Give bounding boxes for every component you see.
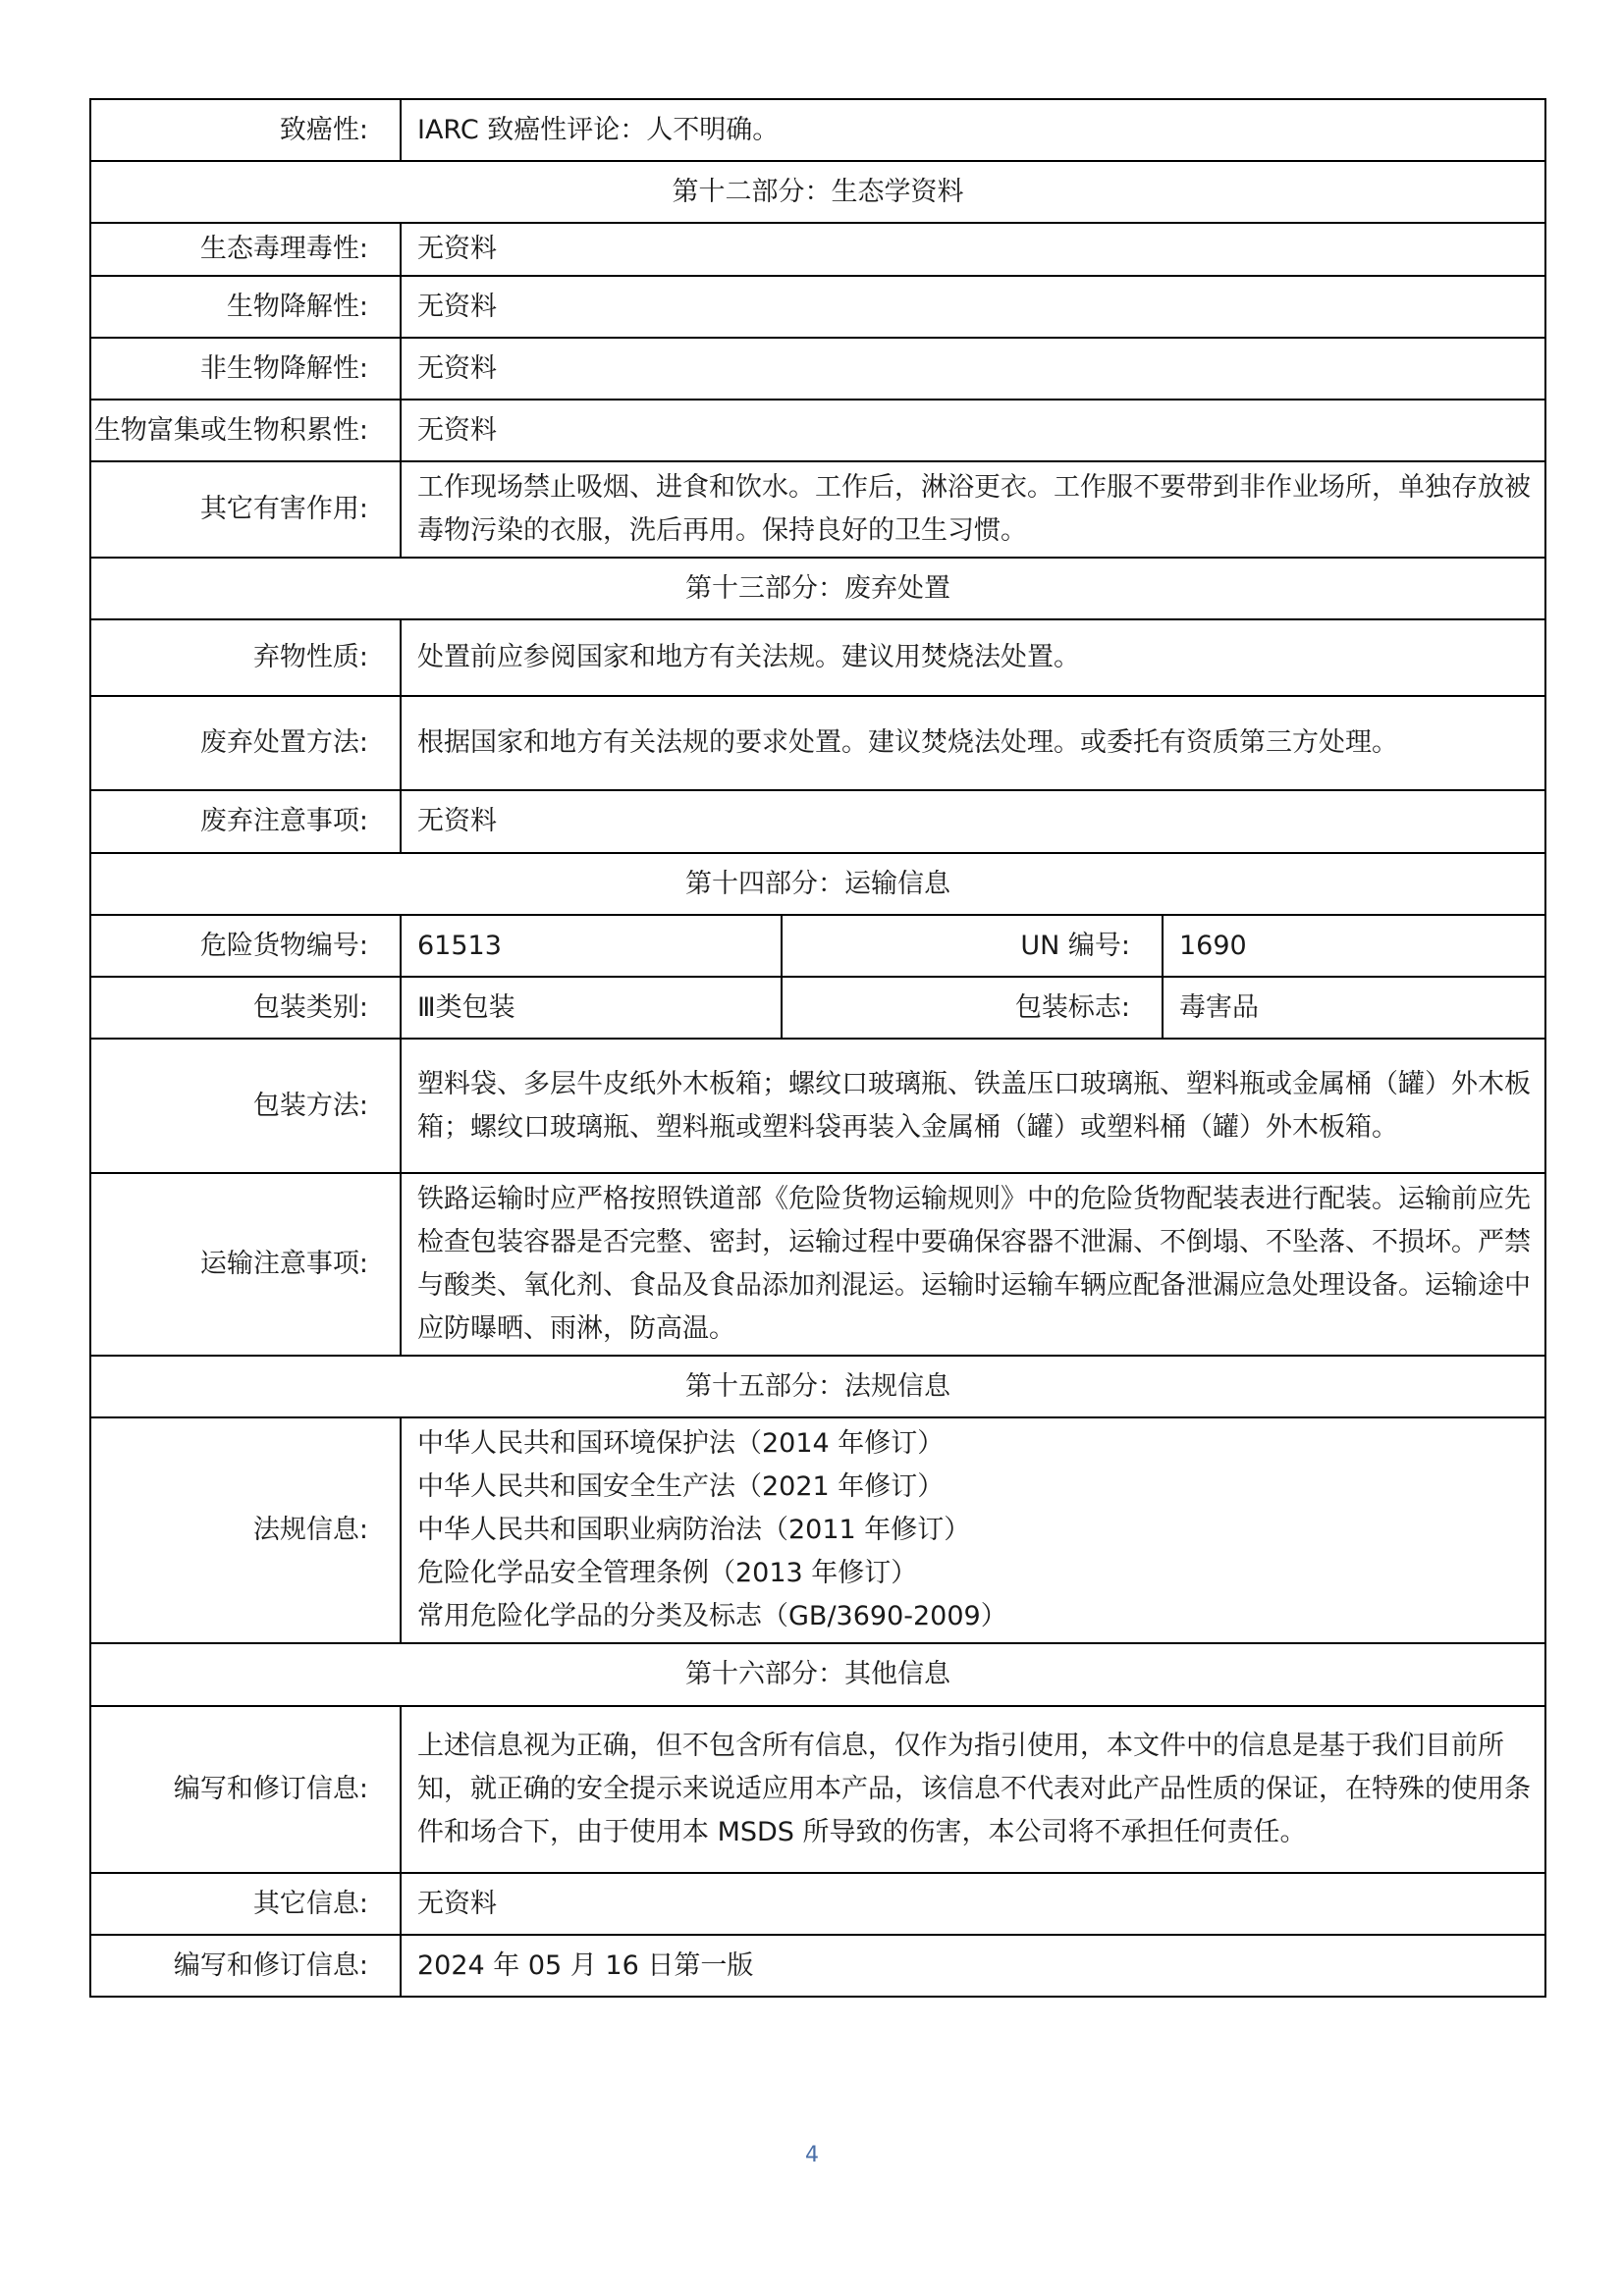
carcinogenicity-label: 致癌性: [90, 99, 401, 161]
abiotic-degradability-label: 非生物降解性: [90, 338, 401, 400]
packing-mark-value: 毒害品 [1163, 977, 1545, 1039]
table-row [90, 223, 1545, 276]
section-row [90, 161, 1545, 223]
table-row [90, 99, 1545, 161]
disposal-precautions-label: 废弃注意事项: [90, 790, 401, 853]
section-heading-15: 第十五部分：法规信息 [90, 1356, 1545, 1417]
revision-info-value: 上述信息视为正确，但不包含所有信息，仅作为指引使用，本文件中的信息是基于我们目前所知，就正确的安全提示来说适应用本产品，该信息不代表对此产品性质的保证，在特殊的使用条件和场合下，由于使用本 MSDS 所导致的伤害，本公司将不承担任何责任。 [401, 1706, 1545, 1873]
section-row [90, 853, 1545, 915]
section-heading-12: 第十二部分：生态学资料 [90, 161, 1545, 223]
biodegradability-label: 生物降解性: [90, 276, 401, 338]
transport-precautions-label: 运输注意事项: [90, 1173, 401, 1356]
bioaccumulation-value: 无资料 [401, 400, 1545, 461]
revision-date-label: 编写和修订信息: [90, 1935, 401, 1997]
revision-date-value: 2024 年 05 月 16 日第一版 [401, 1935, 1545, 1997]
table-row [90, 619, 1545, 696]
section-row [90, 1356, 1545, 1417]
packing-group-value: Ⅲ类包装 [401, 977, 782, 1039]
dangerous-goods-number-label: 危险货物编号: [90, 915, 401, 977]
dangerous-goods-number-value: 61513 [401, 915, 782, 977]
disposal-precautions-value: 无资料 [401, 790, 1545, 853]
regulation-item: 中华人民共和国安全生产法（2021 年修订） [417, 1471, 945, 1502]
un-number-value: 1690 [1163, 915, 1545, 977]
page-number: 4 [805, 2143, 819, 2167]
table-row [90, 1873, 1545, 1935]
table-row [90, 977, 1545, 1039]
table-row [90, 1173, 1545, 1356]
other-info-label: 其它信息: [90, 1873, 401, 1935]
packing-mark-label: 包装标志: [782, 977, 1163, 1039]
table-row [90, 696, 1545, 790]
section-row [90, 558, 1545, 619]
table-row [90, 1417, 1545, 1643]
carcinogenicity-value: IARC 致癌性评论：人不明确。 [401, 99, 1545, 161]
table-row [90, 790, 1545, 853]
regulatory-info-list [401, 1417, 1545, 1643]
ecotoxicity-value: 无资料 [401, 223, 1545, 276]
disposal-method-label: 废弃处置方法: [90, 696, 401, 790]
ecotoxicity-label: 生态毒理毒性: [90, 223, 401, 276]
table-row [90, 461, 1545, 558]
regulation-item: 中华人民共和国环境保护法（2014 年修订） [417, 1428, 945, 1459]
table-row [90, 338, 1545, 400]
transport-precautions-value: 铁路运输时应严格按照铁道部《危险货物运输规则》中的危险货物配装表进行配装。运输前应先检查包装容器是否完整、密封，运输过程中要确保容器不泄漏、不倒塌、不坠落、不损坏。严禁与酸类、氧化剂、食品及食品添加剂混运。运输时运输车辆应配备泄漏应急处理设备。运输途中应防曝晒、雨淋，防高温。 [401, 1173, 1545, 1356]
packing-group-label: 包装类别: [90, 977, 401, 1039]
biodegradability-value: 无资料 [401, 276, 1545, 338]
un-number-label: UN 编号: [782, 915, 1163, 977]
section-heading-16: 第十六部分：其他信息 [90, 1643, 1545, 1706]
abiotic-degradability-value: 无资料 [401, 338, 1545, 400]
waste-nature-value: 处置前应参阅国家和地方有关法规。建议用焚烧法处置。 [401, 619, 1545, 696]
disposal-method-value: 根据国家和地方有关法规的要求处置。建议焚烧法处理。或委托有资质第三方处理。 [401, 696, 1545, 790]
table-row [90, 276, 1545, 338]
table-row [90, 400, 1545, 461]
revision-info-label: 编写和修订信息: [90, 1706, 401, 1873]
section-heading-14: 第十四部分：运输信息 [90, 853, 1545, 915]
regulation-item: 危险化学品安全管理条例（2013 年修订） [417, 1558, 918, 1588]
waste-nature-label: 弃物性质: [90, 619, 401, 696]
bioaccumulation-label: 生物富集或生物积累性: [90, 400, 401, 461]
regulation-item: 常用危险化学品的分类及标志（GB/3690-2009） [417, 1601, 1007, 1631]
msds-table [89, 98, 1546, 1998]
regulation-item: 中华人民共和国职业病防治法（2011 年修订） [417, 1515, 971, 1545]
packing-method-value: 塑料袋、多层牛皮纸外木板箱；螺纹口玻璃瓶、铁盖压口玻璃瓶、塑料瓶或金属桶（罐）外木板箱；螺纹口玻璃瓶、塑料瓶或塑料袋再装入金属桶（罐）或塑料桶（罐）外木板箱。 [401, 1039, 1545, 1173]
table-row [90, 1935, 1545, 1997]
other-info-value: 无资料 [401, 1873, 1545, 1935]
table-row [90, 1706, 1545, 1873]
section-heading-13: 第十三部分：废弃处置 [90, 558, 1545, 619]
section-row [90, 1643, 1545, 1706]
packing-method-label: 包装方法: [90, 1039, 401, 1173]
msds-sheet [89, 98, 1544, 1998]
table-row [90, 915, 1545, 977]
table-row [90, 1039, 1545, 1173]
regulatory-info-label: 法规信息: [90, 1417, 401, 1643]
other-harmful-effects-value: 工作现场禁止吸烟、进食和饮水。工作后，淋浴更衣。工作服不要带到非作业场所，单独存放被毒物污染的衣服，洗后再用。保持良好的卫生习惯。 [401, 461, 1545, 558]
other-harmful-effects-label: 其它有害作用: [90, 461, 401, 558]
